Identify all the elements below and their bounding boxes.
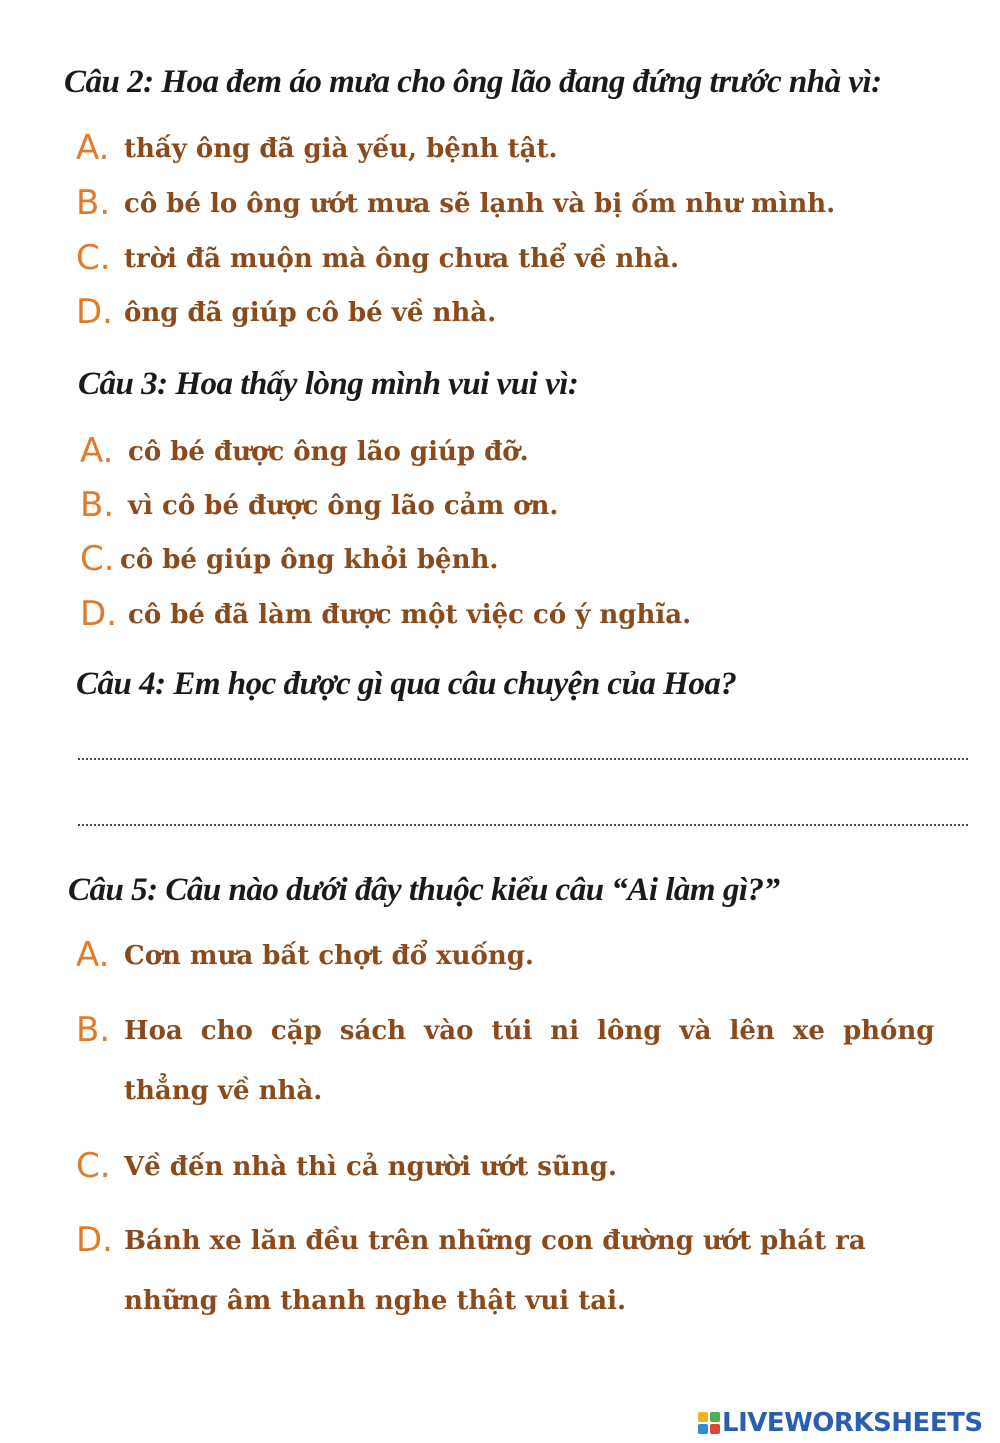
question-5-title: Câu 5: Câu nào dưới đây thuộc kiểu câu “Ai làm gì?” (68, 872, 780, 908)
option-text: trời đã muộn mà ông chưa thể về nhà. (124, 244, 680, 274)
option-text-continued: thẳng về nhà. (124, 1076, 323, 1106)
option-text-continued: những âm thanh nghe thật vui tai. (124, 1286, 626, 1316)
option-text: cô bé được ông lão giúp đỡ. (128, 437, 529, 467)
option-letter: A. (80, 431, 114, 471)
option-text: ông đã giúp cô bé về nhà. (124, 298, 497, 328)
option-letter: C. (80, 539, 115, 579)
option-text: cô bé lo ông ướt mưa sẽ lạnh và bị ốm như mình. (124, 189, 836, 219)
option-letter: A. (76, 935, 110, 975)
option-letter: C. (76, 1146, 111, 1186)
answer-line-1[interactable] (78, 758, 968, 760)
liveworksheets-logo-icon (698, 1412, 720, 1434)
option-letter: D. (76, 1220, 113, 1260)
option-text: thấy ông đã già yếu, bệnh tật. (124, 134, 558, 164)
option-letter: D. (76, 292, 113, 332)
option-letter: B. (76, 1010, 111, 1050)
answer-line-2[interactable] (78, 824, 968, 826)
option-text: Hoa cho cặp sách vào túi ni lông và lên xe phóng (124, 1016, 935, 1046)
option-text: Bánh xe lăn đều trên những con đường ướt phát ra (124, 1226, 866, 1256)
logo-text: LIVEWORKSHEETS (722, 1408, 983, 1438)
question-2-title: Câu 2: Hoa đem áo mưa cho ông lão đang đứng trước nhà vì: (64, 64, 882, 100)
option-letter: B. (76, 183, 111, 223)
option-letter: A. (76, 128, 110, 168)
option-letter: B. (80, 485, 115, 525)
question-3-title: Câu 3: Hoa thấy lòng mình vui vui vì: (78, 366, 579, 402)
option-text: cô bé đã làm được một việc có ý nghĩa. (128, 600, 692, 630)
option-letter: C. (76, 238, 111, 278)
question-4-title: Câu 4: Em học được gì qua câu chuyện của Hoa? (76, 666, 737, 702)
option-text: vì cô bé được ông lão cảm ơn. (128, 491, 559, 521)
option-text: Về đến nhà thì cả người ướt sũng. (124, 1152, 617, 1182)
option-text: Cơn mưa bất chợt đổ xuống. (124, 941, 534, 971)
option-letter: D. (80, 594, 117, 634)
liveworksheets-logo[interactable] (698, 1408, 983, 1438)
option-text: cô bé giúp ông khỏi bệnh. (120, 545, 499, 575)
